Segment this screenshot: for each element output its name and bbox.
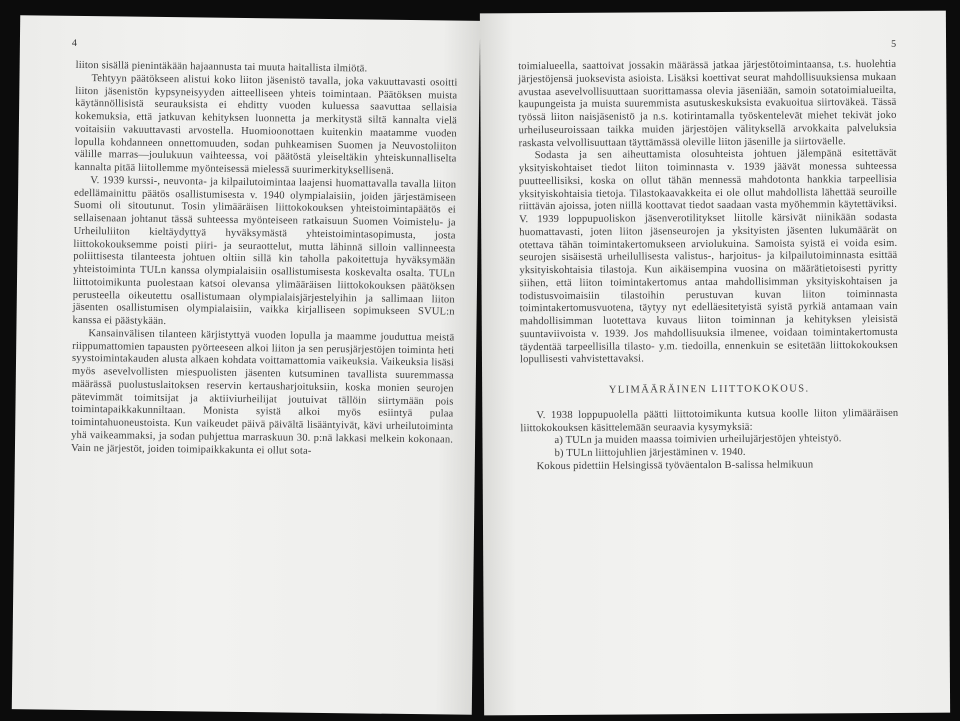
left-page bbox=[12, 15, 480, 715]
paragraph: V. 1939 kurssi-, neuvonta- ja kilpailutoimintaa laajensi huomattavalla tavalla liiton edellämainittu päätös osallistumisesta v. 1940 olympialaisiin, joiden järjestämiseen Suomi oli sitoutunut. Tosin ylimääräisen liittokokouksen yhteistoimintapäätös ei sellaisenaan johtanut tässä suhteessa myönteiseen ratkaisuun Suomen Voimistelu- ja Urheiluliiton kieltäydyttyä hyväksymästä yhteistoimintasopimusta, josta liittokokouksemme poisti piiri- ja seuraottelut, mutta lähinnä silloin vallinneesta poliittisesta tilanteesta johtuen oltiin sillä kin taholla pakoitettuja hyväksymään yhteistoiminta TULn kanssa olympialaisiin osallistumisesta koskevalta osalta. TULn liittotoimikunta puolestaan katsoi olevansa ylimääräisen liittokokouksen päätöksen perusteella oikeutettu osallistumaan olympialaisjärjestelyihin ja sallimaan liiton jäsenten osallistumisen olympialaisiin, vaikka kirjalliseen sopimukseen SVUL:n kanssa ei päästykään. bbox=[72, 174, 457, 328]
paragraph: Kokous pidettiin Helsingissä työväentalon B-salissa helmikuun bbox=[536, 459, 814, 472]
paragraph: Kansainvälisen tilanteen kärjistyttyä vuoden lopulla ja maamme jouduttua meistä riippumattomien tapausten pyörteeseen alkoi liiton ja sen perusjärjestöjen toiminta heti syystoimintakauden alusta alkaen kohdata voittamattomia vaikeuksia. Vaikeuksia lisäsi myös asevelvollisten miespuolisten jäsenten kutsuminen tavallista suuremmassa määrässä puolustuslaitoksen reservin kertausharjoituksiin, koska monien seurojen pätevimmät toimitsijat ja aktiiviurheilijat joutuivat tällöin siirtymään pois toimintapaikkakunniltaan. Monista syistä alkoi myös esiintyä pulaa toimintahuoneustoista. Kun vaikeudet päivä päivältä lisääntyivät, kävi urheilutoiminta yhä vaikeammaksi, ja sodan puhjettua marraskuun 30. p:nä lakkasi melkein kokonaan. Vain ne järjestöt, joiden toimipaikkakunta ei ollut sota- bbox=[70, 327, 455, 457]
paragraph: toimialueella, saattoivat jossakin määrässä jatkaa järjestötoimintaansa, t.s. huolehtia järjestöjensä juoksevista asioista. Lisäksi koettivat seurat mahdollisuuksiensa mukaan avustaa asevelvollisuuttaan suorittamassa olevia jäseniään, samoin sotatoimialueilta, kaupungeista ja muista suuremmista asutuskeskuksista evakuoitua siirtoväkeä. Tässä työssä liiton naisjäsenistö ja n.s. kotirintamalla työskentelevät miehet tekivät joko urheiluseuroissaan taikka muiden järjestöjen välityksellä arvokkaita palveluksia raskasta velvollisuuttaan täyttämässä oleville liiton jäsenille ja siirtoväelle. bbox=[518, 58, 897, 149]
paragraph: liiton sisällä pienintäkään hajaannusta tai muuta haitallista ilmiötä. bbox=[75, 59, 368, 75]
section-heading: YLIMÄÄRÄINEN LIITTOKOKOUS. bbox=[608, 383, 810, 396]
page-number-left: 4 bbox=[71, 37, 77, 49]
page-number-right: 5 bbox=[891, 38, 897, 50]
paragraph: Sodasta ja sen aiheuttamista olosuhteista johtuen jälempänä esitettävät yksityiskohtaiset tiedot liiton toiminnasta v. 1939 jäävät monessa suhteessa puutteellisiksi, koska on ollut tähän mennessä mahdotonta hankkia tarpeellisia yksityiskohtaisia tietoja. Tilastokaavakkeita ei ole ollut mahdollista lähettää seuroille riittävän ajoissa, joten niillä koottavat tiedot saadaan vasta myöhemmin käytettäviksi. V. 1939 loppupuoliskon jäsenverotilitykset liitolle kärsivät niinikään sodasta huomattavasti, joten liiton jäsenseurojen ja yksityisten jäsenten lukumäärät on otettava tähän toimintakertomukseen arviolukuina. Samoista syistä ei voida esim. seurojen sisäisestä urheilullisesta valistus-, harjoitus- ja kilpailutoiminnasta esittää yksityiskohtaisia tilastoja. Kun aikäisempina vuosina on määrätietoisesti pyritty siihen, että liiton toimintakertomus antaa mahdollisimman yksityiskohtaisen ja todistusvoimaisiin tilastoihin perustuvan kuvan liiton toiminnasta toimintakertomusvuotena, täytyy nyt edelläesitetyistä syistä pyrkiä antamaan vain mahdollisimman luotettava kuvaus liiton toiminnan ja kehityksen yleisistä suuntaviivoista v. 1939. Jos mahdollisuuksia ilmenee, voidaan toimintakertomusta täydentää tarpeellisilla tilasto- y.m. tiedoilla, ennenkuin se esitetään liittokokouksen lopullisesti vahvistettavaksi. bbox=[518, 148, 898, 366]
list-item: b) TULn liittojuhlien järjestäminen v. 1940. bbox=[554, 446, 746, 459]
paragraph: V. 1938 loppupuolella päätti liittotoimikunta kutsua koolle liiton ylimääräisen liittokokouksen käsittelemään seuraavia kysymyksiä: bbox=[520, 407, 899, 434]
right-page-text bbox=[518, 59, 899, 474]
left-page-text bbox=[71, 60, 458, 460]
list-item: a) TULn ja muiden maassa toimivien urheilujärjestöjen yhteistyö. bbox=[554, 433, 842, 447]
paragraph: Tehtyyn päätökseen alistui koko liiton jäsenistö tavalla, joka vakuuttavasti osoitti liiton jäsenistön kypsyneisyyden aitteelliseen yhteis toimintaan. Päätöksen muista käytännöllisistä seurauksista ei ehditty vuoden kuluessa saavuttaa sellaisia kokemuksia, että jatkuvan kehityksen luonnetta ja merkitystä siltä kannalta vielä voitaisiin vakuuttavasti arvostella. Huomioonottaen kuitenkin maatamme vuoden lopulla kohdanneen onnettomuuden, sodan puhkeamisen Suomen ja Neuvostoliiton välille marras—joulukuun vaihteessa, voi päätöstä yleiseltäkin yhteiskunnalliselta kannalta pitää liitollemme myönteisessä mielessä suurimerkityksellisenä. bbox=[74, 72, 458, 177]
right-page bbox=[480, 11, 950, 716]
